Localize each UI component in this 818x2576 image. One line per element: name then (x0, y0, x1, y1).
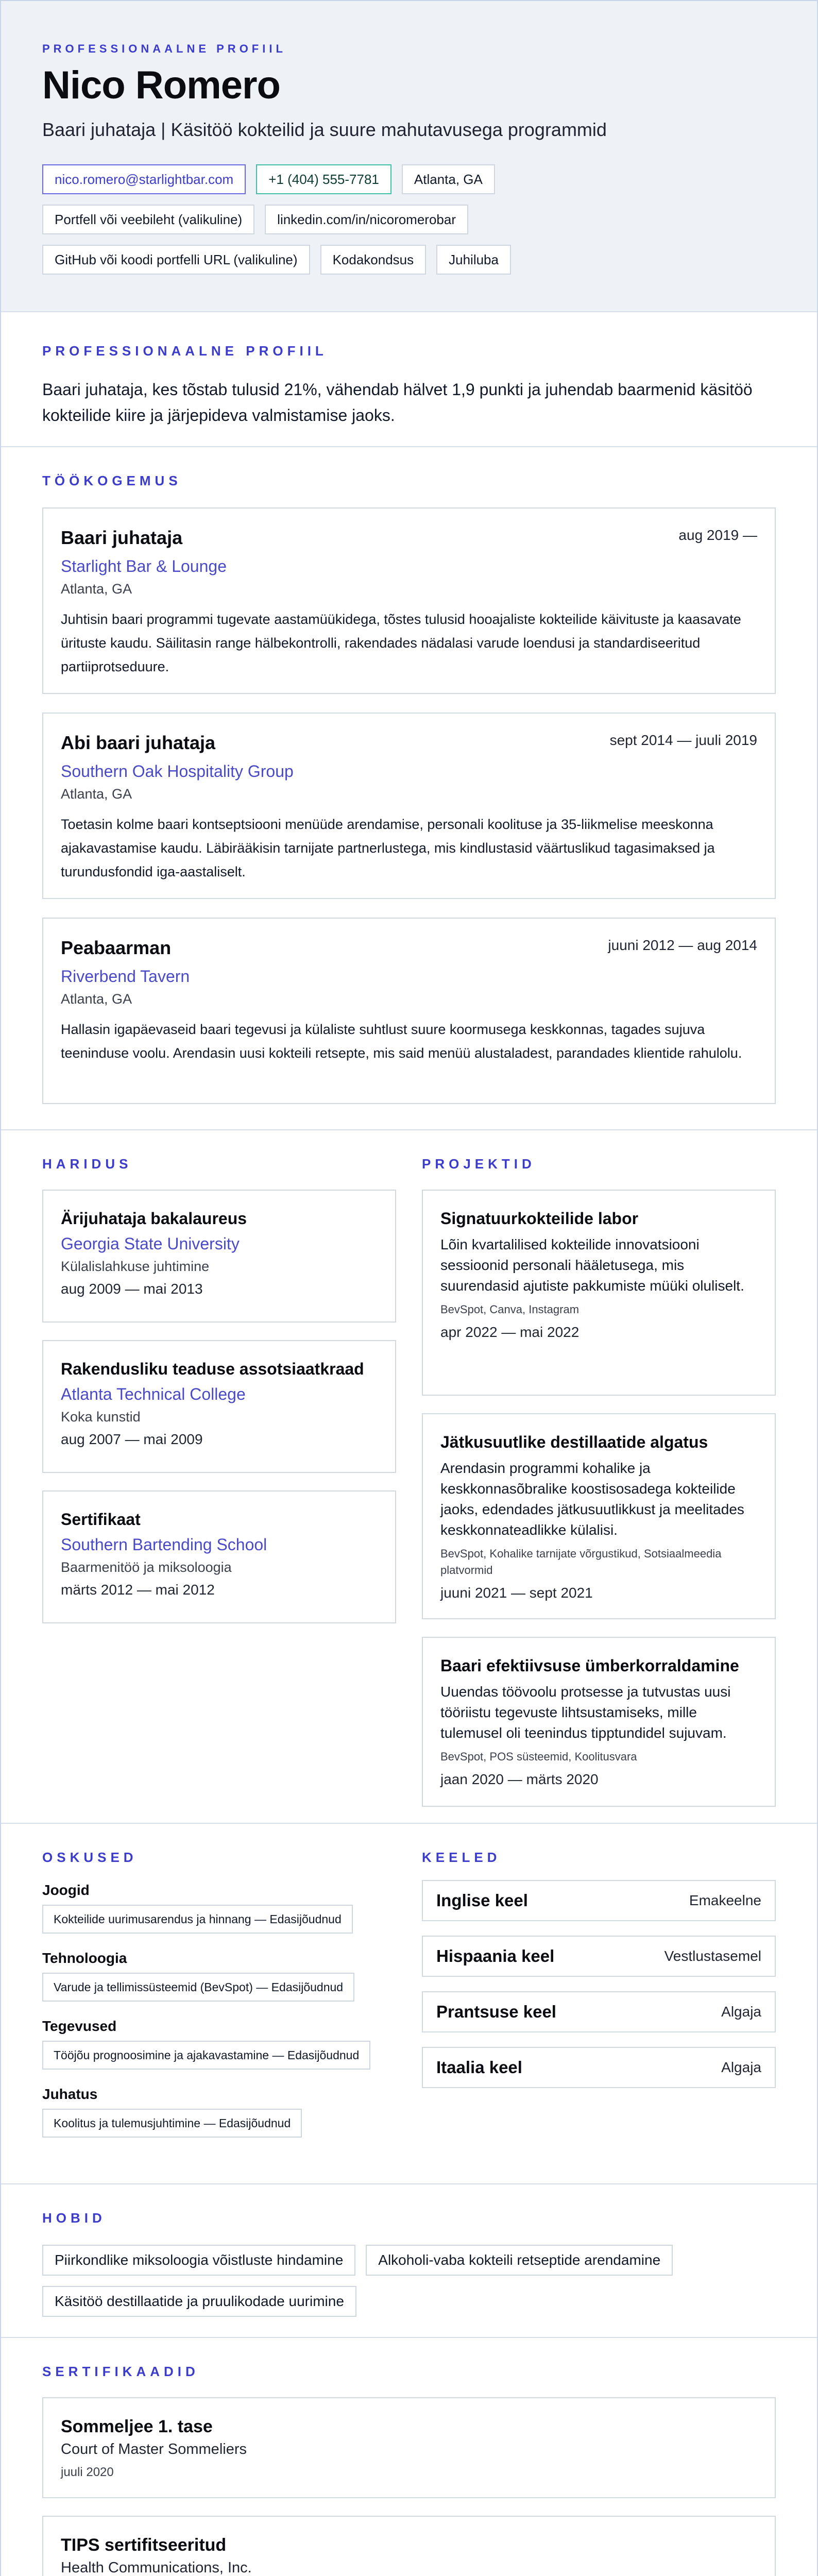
language-level: Vestlustasemel (664, 1948, 761, 1964)
job-card (42, 507, 776, 694)
job-dates: aug 2019 — (678, 527, 757, 543)
project-tools: BevSpot, Canva, Instagram (440, 1303, 580, 1316)
language-row (422, 1991, 776, 2032)
certificate-card (42, 2397, 776, 2498)
school-name: Atlanta Technical College (61, 1385, 246, 1403)
job-location: Atlanta, GA (61, 786, 132, 802)
language-level: Algaja (721, 2004, 761, 2020)
certificate-title: TIPS sertifitseeritud (61, 2535, 227, 2555)
profile-title: PROFESSIONAALNE PROFIIL (42, 343, 328, 359)
resume-header (1, 1, 817, 312)
phone-link[interactable]: +1 (404) 555-7781 (256, 164, 391, 194)
education-dates: märts 2012 — mai 2012 (61, 1582, 215, 1598)
languages-title: KEELED (422, 1850, 501, 1865)
project-tools: BevSpot, POS süsteemid, Koolitusvara (440, 1750, 637, 1763)
project-title: Jätkusuutlike destillaatide algatus (440, 1433, 708, 1451)
skill-group (42, 1950, 396, 2002)
school-name: Southern Bartending School (61, 1535, 267, 1554)
project-dates: apr 2022 — mai 2022 (440, 1324, 580, 1340)
profile-summary: Baari juhataja, kes tõstab tulusid 21%, vähendab hälvet 1,9 punkti ja juhendab baarmenid käsitöö kokteilide kiire ja järjepideva valmistamise jaoks. (42, 380, 753, 425)
project-card (422, 1413, 776, 1619)
hobby-chip: Käsitöö destillaatide ja pruulikodade uurimine (42, 2286, 356, 2317)
project-title: Signatuurkokteilide labor (440, 1209, 639, 1228)
education-dates: aug 2007 — mai 2009 (61, 1431, 203, 1447)
education-dates: aug 2009 — mai 2013 (61, 1281, 203, 1297)
certificate-card (42, 2516, 776, 2576)
degree-title: Ärijuhataja bakalaureus (61, 1209, 247, 1228)
skill-group-name: Joogid (42, 1882, 90, 1898)
skills-title: OSKUSED (42, 1850, 138, 1865)
hobbies-section (1, 2184, 817, 2338)
certificate-issuer: Court of Master Sommeliers (61, 2441, 247, 2458)
hobby-list (42, 2245, 763, 2317)
certificates-title: SERTIFIKAADID (42, 2364, 199, 2379)
skill-group-name: Juhatus (42, 2086, 98, 2102)
project-description: Uuendas töövoolu protsesse ja tutvustas uusi tööriistu tegevuste lihtsustamiseks, mille tulemusel oli teenindus tipptundidel sujuvam. (440, 1684, 731, 1741)
project-dates: juuni 2021 — sept 2021 (440, 1585, 593, 1601)
languages-column (422, 1850, 776, 2158)
language-name: Prantsuse keel (436, 2002, 556, 2021)
skills-column (42, 1850, 396, 2158)
certificate-issuer: Health Communications, Inc. (61, 2560, 252, 2576)
education-card (42, 1340, 396, 1473)
certificate-date: juuli 2020 (61, 2465, 114, 2479)
job-description: Hallasin igapäevaseid baari tegevusi ja külaliste suhtlust suure koormusega keskkonnas, tagades sujuva teeninduse voolu. Arendasin uusi kokteili retsepte, mis said menüü alustaladest, parandades klientide rahulolu. (61, 1022, 742, 1061)
degree-title: Rakendusliku teaduse assotsiaatkraad (61, 1360, 364, 1378)
job-title: Baari juhataja (61, 527, 183, 548)
contact-chips (42, 164, 660, 275)
job-employer: Starlight Bar & Lounge (61, 557, 227, 575)
language-row (422, 2047, 776, 2088)
linkedin-link[interactable]: linkedin.com/in/nicoromerobar (265, 205, 468, 234)
language-name: Itaalia keel (436, 2058, 522, 2077)
job-title: Peabaarman (61, 937, 172, 958)
skill-group-name: Tegevused (42, 2018, 117, 2034)
project-card (422, 1637, 776, 1807)
job-employer: Riverbend Tavern (61, 967, 190, 986)
projects-title: PROJEKTID (422, 1156, 536, 1172)
education-card (42, 1490, 396, 1623)
certificates-section (1, 2338, 817, 2576)
location-chip: Atlanta, GA (402, 164, 495, 194)
field-of-study: Külalislahkuse juhtimine (61, 1259, 210, 1274)
license-chip: Juhiluba (436, 245, 511, 275)
job-location: Atlanta, GA (61, 581, 132, 597)
experience-title: TÖÖKOGEMUS (42, 473, 182, 488)
job-card (42, 713, 776, 899)
skill-group (42, 2086, 396, 2138)
job-description: Toetasin kolme baari kontseptsiooni menüüde arendamise, personali koolituse ja 35-liikmelise meeskonna ajakavastamise kaudu. Läbirääkisin tarnijate partnerlustega, mis kindlustasid väärtuslikud tagasimaksed ja turundusfondid iga-aastaliselt. (61, 817, 715, 879)
skill-chip: Koolitus ja tulemusjuhtimine — Edasijõudnud (42, 2109, 302, 2138)
experience-section (1, 447, 817, 1130)
language-name: Inglise keel (436, 1891, 528, 1910)
skill-group (42, 1882, 396, 1934)
hobby-chip: Alkoholi-vaba kokteili retseptide arendamine (366, 2245, 673, 2276)
candidate-name: Nico Romero (42, 63, 280, 107)
hobby-chip: Piirkondlike miksoloogia võistluste hindamine (42, 2245, 355, 2276)
education-card (42, 1190, 396, 1323)
email-link[interactable]: nico.romero@starlightbar.com (42, 164, 246, 194)
header-kicker: PROFESSIONAALNE PROFIIL (42, 42, 286, 55)
education-projects-section (1, 1130, 817, 1824)
job-location: Atlanta, GA (61, 991, 132, 1007)
github-link[interactable]: GitHub või koodi portfelli URL (valikuline) (42, 245, 310, 275)
language-row (422, 1880, 776, 1921)
job-title: Abi baari juhataja (61, 732, 216, 753)
language-level: Algaja (721, 2059, 761, 2075)
project-tools: BevSpot, Kohalike tarnijate võrgustikud, Sotsiaalmeedia platvormid (440, 1547, 722, 1577)
job-employer: Southern Oak Hospitality Group (61, 762, 294, 781)
projects-column (422, 1156, 776, 1797)
school-name: Georgia State University (61, 1234, 240, 1253)
portfolio-link[interactable]: Portfell või veebileht (valikuline) (42, 205, 254, 234)
education-column (42, 1156, 396, 1797)
certificate-title: Sommeljee 1. tase (61, 2417, 213, 2436)
citizenship-chip: Kodakondsus (320, 245, 427, 275)
candidate-tagline: Baari juhataja | Käsitöö kokteilid ja suure mahutavusega programmid (42, 119, 607, 140)
project-dates: jaan 2020 — märts 2020 (440, 1771, 599, 1787)
skill-group-name: Tehnoloogia (42, 1950, 127, 1966)
language-name: Hispaania keel (436, 1946, 555, 1965)
education-title: HARIDUS (42, 1156, 132, 1172)
skill-chip: Kokteilide uurimusarendus ja hinnang — Edasijõudnud (42, 1905, 353, 1934)
job-dates: juuni 2012 — aug 2014 (608, 937, 757, 953)
project-card (422, 1190, 776, 1396)
skills-languages-section (1, 1824, 817, 2184)
skill-group (42, 2018, 396, 2070)
skill-chip: Varude ja tellimissüsteemid (BevSpot) — Edasijõudnud (42, 1973, 354, 2002)
language-row (422, 1936, 776, 1977)
job-dates: sept 2014 — juuli 2019 (609, 732, 757, 748)
job-card (42, 918, 776, 1104)
field-of-study: Baarmenitöö ja miksoloogia (61, 1560, 232, 1575)
degree-title: Sertifikaat (61, 1510, 141, 1529)
hobbies-title: HOBID (42, 2210, 106, 2226)
job-description: Juhtisin baari programmi tugevate aastamüükidega, tõstes tulusid hooajaliste kokteilide käivituste ja kaasavate ürituste kaudu. Säilitasin range hälbekontrolli, rakendades nädalasi varude loendusi ja standardiseeritud partiiprotseduure. (61, 612, 741, 674)
profile-section (1, 312, 817, 447)
skill-chip: Tööjõu prognoosimine ja ajakavastamine — Edasijõudnud (42, 2041, 370, 2070)
project-title: Baari efektiivsuse ümberkorraldamine (440, 1656, 739, 1675)
language-level: Emakeelne (689, 1892, 761, 1908)
project-description: Arendasin programmi kohalike ja keskkonnasõbralike koostisosadega kokteilide jaoks, edendades jätkusuutlikkust ja meelitades keskkonnateadlikke külalisi. (440, 1460, 744, 1538)
project-description: Lõin kvartalilised kokteilide innovatsiooni sessioonid personali hääletusega, mis suurendasid ajutiste pakkumiste müüki oluliselt. (440, 1236, 744, 1294)
field-of-study: Koka kunstid (61, 1409, 141, 1425)
